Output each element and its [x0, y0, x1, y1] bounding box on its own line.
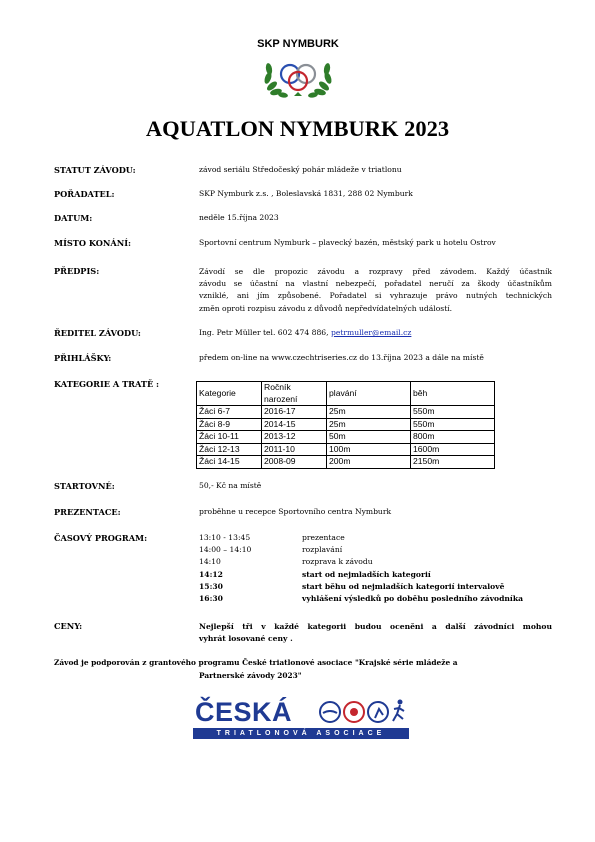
program-time: 13:10 - 13:45	[199, 533, 251, 542]
field-misto-label: MÍSTO KONÁNÍ:	[54, 238, 132, 248]
club-logo	[250, 38, 346, 100]
predpis-line: vzniklé, ani jím způsobené. Pořadatel si vyhrazuje právo nutných technických	[199, 291, 552, 301]
table-cell: 50m	[327, 431, 411, 444]
cta-logo	[193, 697, 409, 743]
field-statut-value: závod seriálu Středočeský pohár mládeže v triatlonu	[199, 165, 402, 174]
field-startovne-value: 50,- Kč na místě	[199, 481, 262, 490]
table-cell: Žáci 12-13	[197, 443, 262, 456]
runner-figure-icon	[393, 700, 404, 722]
field-startovne-label: STARTOVNÉ:	[54, 481, 115, 491]
table-cell: 2150m	[411, 456, 495, 469]
cta-logo-word: ČESKÁ	[195, 697, 293, 727]
runner-icon	[368, 702, 388, 722]
club-logo-text: SKP NYMBURK	[257, 38, 339, 50]
field-kategorie-label: KATEGORIE A TRATĚ :	[54, 379, 160, 389]
field-statut-label: STATUT ZÁVODU:	[54, 165, 136, 175]
table-cell: 1600m	[411, 443, 495, 456]
table-cell: Žáci 10-11	[197, 431, 262, 444]
header-cell: Kategorie	[197, 382, 262, 406]
table-row	[197, 456, 495, 469]
table-cell: 200m	[327, 456, 411, 469]
cyclist-icon	[344, 702, 364, 722]
program-text: rozplavání	[302, 545, 343, 554]
field-datum-label: DATUM:	[54, 213, 93, 223]
table-header-row	[197, 382, 495, 406]
program-text: rozprava k závodu	[302, 557, 373, 566]
page-title: AQUATLON NYMBURK 2023	[145, 116, 450, 141]
swimmer-icon	[320, 702, 340, 722]
field-datum-value: neděle 15.října 2023	[199, 213, 279, 222]
rings-icon	[281, 65, 315, 90]
table-row	[197, 406, 495, 419]
program-text: start od nejmladších kategorií	[302, 570, 431, 579]
field-prihlasky-label: PŘIHLÁŠKY:	[54, 353, 112, 363]
field-ceny-text	[199, 621, 552, 646]
predpis-line: závodu se účastní na vlastní nebezpečí, pořadatel neručí za škody účastníkům	[199, 279, 552, 289]
program-text: vyhlášení výsledků po doběhu posledního závodníka	[302, 594, 523, 603]
table-cell: Žáci 14-15	[197, 456, 262, 469]
field-prezentace-label: PREZENTACE:	[54, 507, 121, 517]
table-row	[197, 443, 495, 456]
field-prezentace-value: proběhne u recepce Sportovního centra Nymburk	[199, 507, 392, 516]
cta-logo-bar	[193, 728, 409, 739]
club-logo-emblem	[250, 52, 346, 100]
program-text: start běhu od nejmladších kategorií intervalově	[302, 582, 505, 591]
predpis-line: Závodí se dle propozic závodu a rozpravy před závodem. Každý účastník	[199, 267, 552, 276]
table-cell: Žáci 6-7	[197, 406, 262, 419]
field-poradatel-value: SKP Nymburk z.s. , Boleslavská 1831, 288 02 Nymburk	[199, 189, 413, 198]
table-cell: Žáci 8-9	[197, 418, 262, 431]
reditel-contact: Ing. Petr Müller tel. 602 474 886,	[199, 328, 329, 337]
field-poradatel-label: POŘADATEL:	[54, 189, 115, 199]
program-text: prezentace	[302, 533, 345, 542]
program-time: 14:00 – 14:10	[199, 545, 252, 554]
field-misto-value: Sportovní centrum Nymburk – plavecký bazén, městský park u hotelu Ostrov	[199, 238, 496, 247]
table-cell: 2008-09	[262, 456, 327, 469]
field-predpis-text	[199, 266, 552, 315]
header-cell: běh	[411, 382, 495, 406]
predpis-line: změn oproti rozpisu závodu z důvodů nepředvídatelných událostí.	[199, 303, 453, 313]
field-ceny-label: CENY:	[54, 621, 83, 631]
program-time: 15:30	[199, 582, 223, 591]
field-reditel-value	[199, 328, 411, 337]
support-line-2: Partnerské závody 2023"	[199, 671, 302, 680]
kategorie-table	[196, 381, 495, 469]
cta-logo-sub: TRIATLONOVÁ ASOCIACE	[216, 730, 386, 737]
table-cell: 25m	[327, 406, 411, 419]
field-prihlasky-value: předem on-line na www.czechtriseries.cz do 13.října 2023 a dále na místě	[199, 353, 484, 362]
header-cell: plavání	[327, 382, 411, 406]
header-cell: Ročník narození	[262, 382, 327, 406]
program-time: 14:12	[199, 570, 223, 579]
ceny-line: vyhrát losované ceny .	[199, 634, 293, 644]
table-row	[197, 418, 495, 431]
table-cell: 550m	[411, 406, 495, 419]
table-cell: 550m	[411, 418, 495, 431]
program-time: 16:30	[199, 594, 223, 603]
field-reditel-label: ŘEDITEL ZÁVODU:	[54, 328, 141, 338]
reditel-email-link[interactable]: petrmuller@email.cz	[330, 328, 412, 337]
table-cell: 2013-12	[262, 431, 327, 444]
ceny-line: Nejlepší tři v každé kategorii budou oceněni a další závodníci mohou	[199, 622, 552, 631]
cta-logo-emblem	[317, 697, 407, 727]
program-time: 14:10	[199, 557, 221, 566]
table-cell: 2014-15	[262, 418, 327, 431]
support-line-1: Závod je podporován z grantového programu České triatlonové asociace "Krajské série mládeže a	[54, 658, 458, 667]
table-cell: 2016-17	[262, 406, 327, 419]
table-cell: 25m	[327, 418, 411, 431]
field-program-label: ČASOVÝ PROGRAM:	[54, 533, 148, 543]
table-cell: 100m	[327, 443, 411, 456]
table-cell: 800m	[411, 431, 495, 444]
table-cell: 2011-10	[262, 443, 327, 456]
field-predpis-label: PŘEDPIS:	[54, 266, 100, 276]
table-row	[197, 431, 495, 444]
